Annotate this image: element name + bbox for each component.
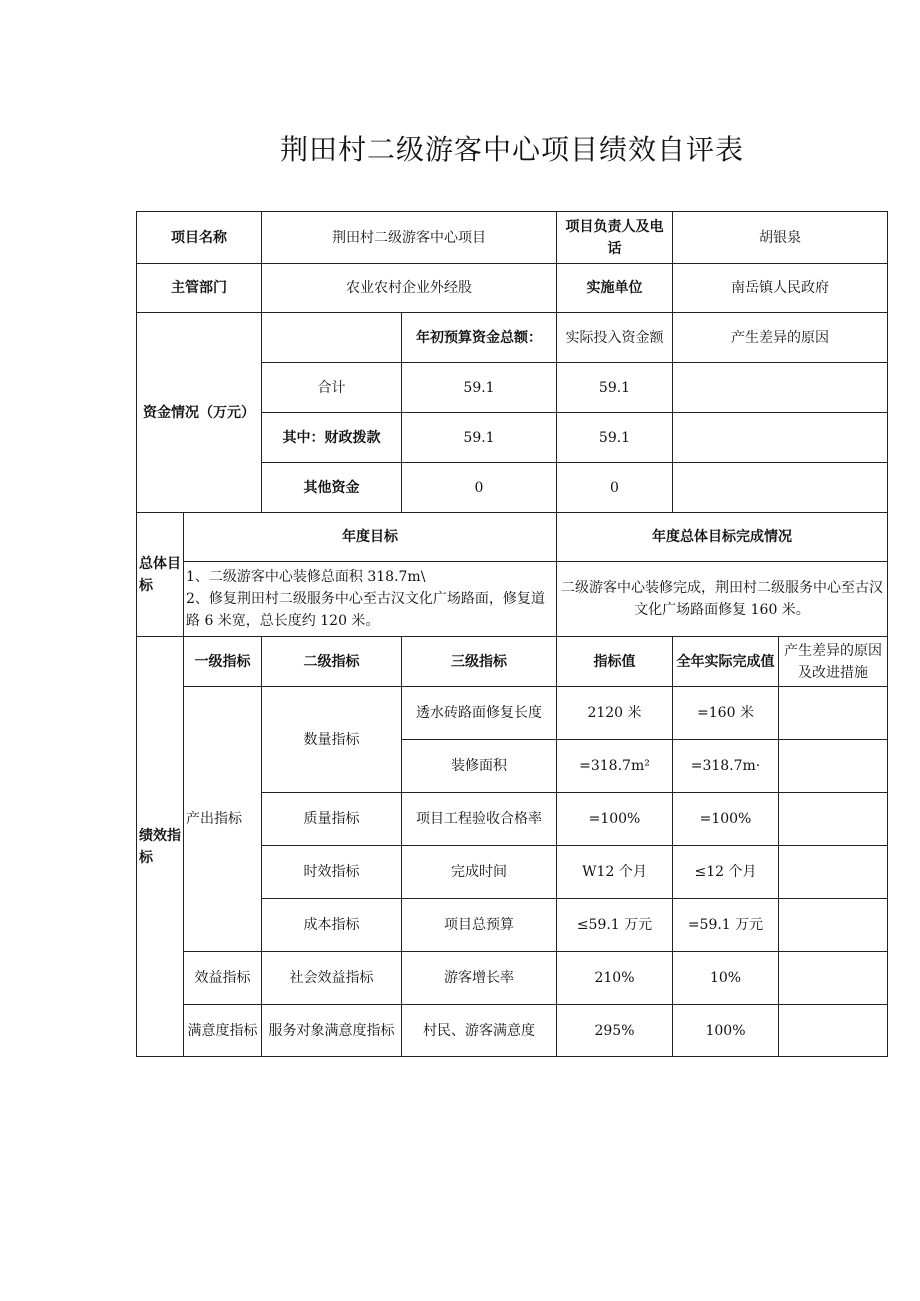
service-value: 295%	[557, 1005, 673, 1056]
funds-fiscal-actual: 59.1	[557, 413, 673, 463]
goal-label: 总体目标	[137, 513, 184, 637]
funds-total-label: 合计	[262, 363, 402, 413]
service-actual: 100%	[673, 1005, 779, 1056]
social-name: 游客增长率	[402, 952, 557, 1005]
social-actual: 10%	[673, 952, 779, 1005]
implementer-label: 实施单位	[557, 264, 673, 313]
time-value: W12 个月	[557, 846, 673, 899]
funds-fiscal-reason	[673, 413, 887, 463]
time-reason	[779, 846, 887, 899]
quantity-indicator-label: 数量指标	[262, 687, 402, 793]
funds-header-blank	[262, 313, 402, 363]
time-name: 完成时间	[402, 846, 557, 899]
service-name: 村民、游客满意度	[402, 1005, 557, 1056]
project-manager-label: 项目负责人及电话	[557, 212, 673, 264]
quality-reason	[779, 793, 887, 846]
qty1-name: 透水砖路面修复长度	[402, 687, 557, 740]
qty2-actual: =318.7m·	[673, 740, 779, 793]
social-value: 210%	[557, 952, 673, 1005]
qty1-reason	[779, 687, 887, 740]
funds-other-label: 其他资金	[262, 463, 402, 513]
funds-other-actual: 0	[557, 463, 673, 513]
funds-budget-header: 年初预算资金总额：	[402, 313, 557, 363]
project-name-label: 项目名称	[137, 212, 262, 264]
implementer-value: 南岳镇人民政府	[673, 264, 887, 313]
benefit-indicator-label: 效益指标	[184, 952, 262, 1005]
social-benefit-label: 社会效益指标	[262, 952, 402, 1005]
department-label: 主管部门	[137, 264, 262, 313]
cost-reason	[779, 899, 887, 952]
output-indicator-label: 产出指标	[184, 687, 262, 952]
quality-value: =100%	[557, 793, 673, 846]
cost-indicator-label: 成本指标	[262, 899, 402, 952]
funds-total-actual: 59.1	[557, 363, 673, 413]
department-value: 农业农村企业外经股	[262, 264, 557, 313]
evaluation-table	[136, 211, 888, 1057]
project-name-value: 荆田村二级游客中心项目	[262, 212, 557, 264]
cost-name: 项目总预算	[402, 899, 557, 952]
indicators-label: 绩效指标	[137, 637, 184, 1056]
page-title: 荆田村二级游客中心项目绩效自评表	[279, 133, 744, 166]
annual-goal-header: 年度目标	[184, 513, 557, 562]
timeliness-indicator-label: 时效指标	[262, 846, 402, 899]
project-manager-value: 胡银泉	[673, 212, 887, 264]
annual-goal-line-1: 1、二级游客中心装修总面积 318.7m\	[186, 569, 426, 585]
goal-completion-text: 二级游客中心装修完成，荆田村二级服务中心至古汉文化广场路面修复 160 米。	[557, 562, 887, 637]
annual-goal-line-2: 2、修复荆田村二级服务中心至古汉文化广场路面，修复道路 6 米宽，总长度约 120 米。	[186, 591, 545, 629]
cost-value: ≤59.1 万元	[557, 899, 673, 952]
funds-total-budget: 59.1	[402, 363, 557, 413]
funds-fiscal-label: 其中：财政拨款	[262, 413, 402, 463]
satisfaction-indicator-label: 满意度指标	[184, 1005, 262, 1056]
funds-reason-header: 产生差异的原因	[673, 313, 887, 363]
funds-other-reason	[673, 463, 887, 513]
qty1-value: 2120 米	[557, 687, 673, 740]
reason-header: 产生差异的原因及改进措施	[779, 637, 887, 687]
funds-fiscal-budget: 59.1	[402, 413, 557, 463]
qty2-name: 装修面积	[402, 740, 557, 793]
qty2-reason	[779, 740, 887, 793]
funds-actual-header: 实际投入资金额	[557, 313, 673, 363]
funds-total-reason	[673, 363, 887, 413]
service-satisfaction-label: 服务对象满意度指标	[262, 1005, 402, 1056]
qty1-actual: =160 米	[673, 687, 779, 740]
cost-actual: =59.1 万元	[673, 899, 779, 952]
funds-label: 资金情况（万元）	[137, 313, 262, 513]
quality-actual: =100%	[673, 793, 779, 846]
target-value-header: 指标值	[557, 637, 673, 687]
quality-indicator-label: 质量指标	[262, 793, 402, 846]
qty2-value: =318.7m²	[557, 740, 673, 793]
time-actual: ≤12 个月	[673, 846, 779, 899]
level3-header: 三级指标	[402, 637, 557, 687]
service-reason	[779, 1005, 887, 1056]
actual-value-header: 全年实际完成值	[673, 637, 779, 687]
level1-header: 一级指标	[184, 637, 262, 687]
annual-goal-text	[184, 562, 557, 637]
goal-completion-header: 年度总体目标完成情况	[557, 513, 887, 562]
social-reason	[779, 952, 887, 1005]
funds-other-budget: 0	[402, 463, 557, 513]
quality-name: 项目工程验收合格率	[402, 793, 557, 846]
level2-header: 二级指标	[262, 637, 402, 687]
